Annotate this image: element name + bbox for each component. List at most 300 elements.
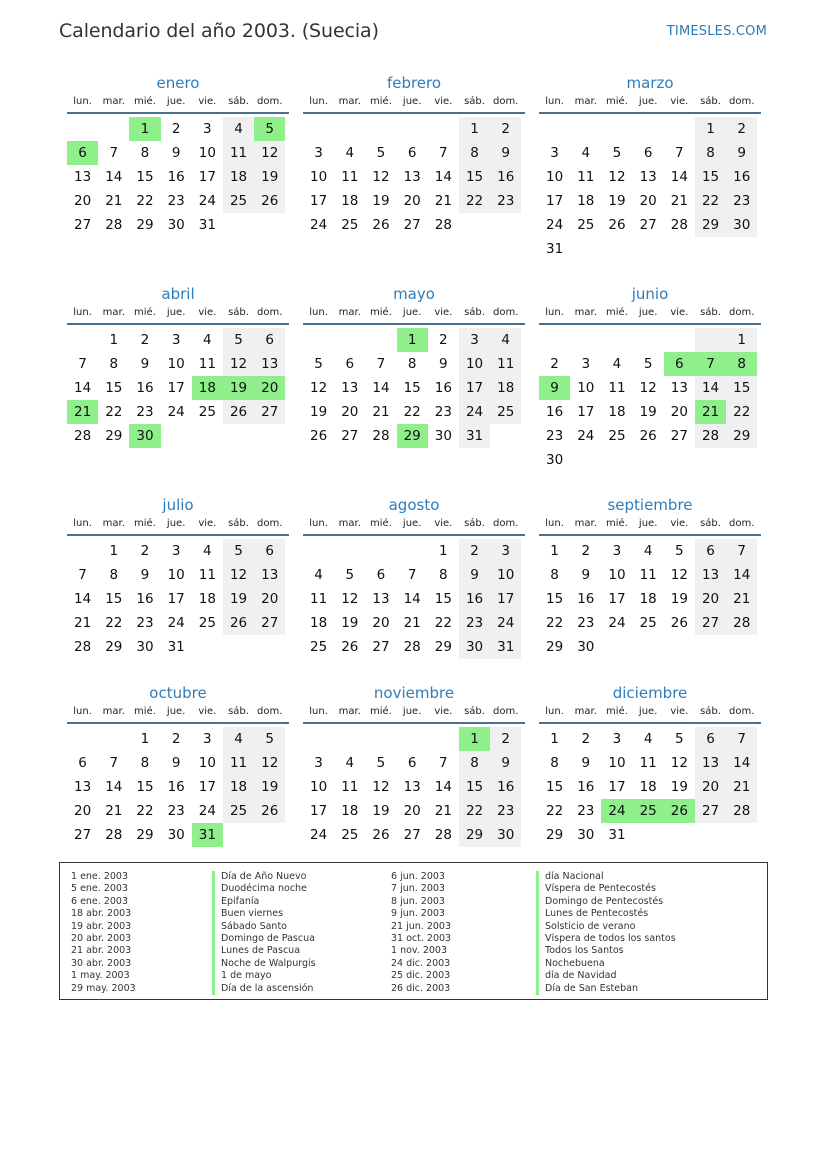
weekday-label: jue. (402, 307, 422, 318)
day-cell: 27 (670, 428, 688, 444)
day-cell: 15 (695, 165, 726, 189)
day-cell: 31 (459, 424, 490, 448)
day-cell: 18 (639, 779, 657, 795)
day-cell: 12 (670, 567, 688, 583)
legend-date: 6 jun. 2003 (391, 871, 445, 882)
empty-day-cell (303, 727, 334, 751)
day-cell: 5 (223, 539, 254, 563)
empty-day-cell (664, 117, 695, 141)
day-cell: 13 (639, 169, 657, 185)
day-cell: 20 (74, 193, 92, 209)
day-cell: 2 (171, 731, 181, 747)
day-cell: 1 (459, 727, 490, 751)
day-cell: 15 (459, 165, 490, 189)
day-cell: 24 (198, 193, 216, 209)
weekday-label: lun. (309, 706, 328, 717)
legend-holiday-name: Día de Año Nuevo (212, 871, 316, 883)
empty-day-cell (397, 727, 428, 751)
day-cell: 18 (577, 193, 595, 209)
day-cell: 6 (78, 755, 87, 771)
day-cell: 25 (198, 404, 216, 420)
day-cell: 30 (167, 827, 185, 843)
day-cell: 15 (434, 591, 452, 607)
weekday-label: jue. (638, 518, 658, 529)
empty-day-cell (695, 328, 726, 352)
weekday-label: lun. (73, 706, 92, 717)
weekday-label: vie. (670, 706, 689, 717)
month-enero (67, 72, 289, 237)
day-cell: 21 (695, 400, 726, 424)
legend-date: 29 may. 2003 (71, 982, 136, 994)
day-cell: 7 (109, 145, 119, 161)
legend-holiday-name: Duodécima noche (212, 883, 316, 895)
day-cell: 30 (546, 452, 564, 468)
day-cell: 13 (670, 380, 688, 396)
day-cell: 19 (223, 587, 254, 611)
weekday-label: vie. (670, 307, 689, 318)
day-cell: 29 (105, 639, 123, 655)
day-cell: 29 (695, 213, 726, 237)
day-cell: 24 (490, 611, 521, 635)
empty-day-cell (365, 328, 396, 352)
legend-holiday-name: Lunes de Pascua (212, 945, 316, 957)
month-title: diciembre (612, 684, 688, 702)
day-cell: 8 (109, 567, 119, 583)
legend-holiday-name: Día de la ascensión (212, 983, 316, 995)
days-grid (67, 328, 289, 448)
day-cell: 3 (612, 543, 622, 559)
day-cell: 22 (105, 615, 123, 631)
day-cell: 21 (372, 404, 390, 420)
day-cell: 17 (167, 591, 185, 607)
weekday-header (67, 94, 289, 114)
weekday-label: vie. (198, 307, 217, 318)
day-cell: 28 (434, 217, 452, 233)
brand-link[interactable]: TIMESLES.COM (666, 24, 767, 39)
day-cell: 23 (577, 803, 595, 819)
day-cell: 19 (310, 404, 328, 420)
days-grid (303, 539, 525, 659)
day-cell: 10 (198, 145, 216, 161)
day-cell: 22 (459, 799, 490, 823)
weekday-label: mié. (606, 96, 628, 107)
day-cell: 3 (612, 731, 622, 747)
weekday-label: mar. (574, 518, 597, 529)
day-cell: 22 (546, 615, 564, 631)
day-cell: 16 (167, 779, 185, 795)
day-cell: 2 (550, 356, 559, 372)
day-cell: 2 (581, 731, 591, 747)
weekday-header (539, 704, 761, 724)
day-cell: 1 (695, 117, 726, 141)
day-cell: 24 (167, 615, 185, 631)
month-title: septiembre (607, 496, 693, 514)
day-cell: 3 (203, 731, 212, 747)
day-cell: 21 (67, 400, 98, 424)
days-grid (67, 727, 289, 847)
weekday-header (67, 516, 289, 536)
day-cell: 29 (136, 217, 154, 233)
legend-date: 26 dic. 2003 (391, 982, 451, 994)
day-cell: 16 (577, 591, 595, 607)
day-cell: 12 (372, 779, 390, 795)
day-cell: 8 (140, 145, 150, 161)
weekday-label: vie. (434, 96, 453, 107)
empty-day-cell (303, 539, 334, 563)
empty-day-cell (334, 117, 365, 141)
weekday-label: mar. (102, 96, 125, 107)
empty-day-cell (570, 328, 601, 352)
weekday-label: vie. (198, 518, 217, 529)
day-cell: 3 (314, 145, 323, 161)
day-cell: 30 (459, 635, 490, 659)
day-cell: 8 (459, 141, 490, 165)
empty-day-cell (428, 727, 459, 751)
legend-holiday-name: Domingo de Pascua (212, 933, 316, 945)
day-cell: 25 (490, 400, 521, 424)
day-cell: 28 (695, 424, 726, 448)
day-cell: 14 (726, 751, 757, 775)
day-cell: 8 (695, 141, 726, 165)
weekday-header (67, 305, 289, 325)
weekday-label: mié. (606, 307, 628, 318)
day-cell: 21 (74, 615, 92, 631)
day-cell: 5 (376, 145, 386, 161)
day-cell: 11 (223, 141, 254, 165)
day-cell: 24 (167, 404, 185, 420)
legend-date: 21 abr. 2003 (71, 945, 132, 957)
weekday-label: mié. (370, 706, 392, 717)
weekday-label: lun. (309, 96, 328, 107)
day-cell: 4 (581, 145, 591, 161)
days-grid (303, 117, 525, 237)
day-cell: 16 (434, 380, 452, 396)
legend-date: 31 oct. 2003 (391, 932, 452, 944)
day-cell: 24 (310, 827, 328, 843)
day-cell: 23 (167, 193, 185, 209)
day-cell: 3 (171, 543, 181, 559)
month-title: abril (161, 285, 195, 303)
day-cell: 17 (490, 587, 521, 611)
day-cell: 13 (403, 779, 421, 795)
day-cell: 24 (198, 803, 216, 819)
day-cell: 21 (403, 615, 421, 631)
day-cell: 15 (403, 380, 421, 396)
day-cell: 27 (372, 639, 390, 655)
legend-date: 25 dic. 2003 (391, 970, 451, 982)
legend-date: 1 ene. 2003 (71, 871, 128, 882)
weekday-label: mié. (606, 518, 628, 529)
day-cell: 21 (434, 803, 452, 819)
day-cell: 22 (105, 404, 123, 420)
weekday-label: sáb. (228, 706, 249, 717)
day-cell: 5 (643, 356, 653, 372)
day-cell: 7 (675, 145, 684, 161)
day-cell: 23 (136, 404, 154, 420)
legend-holiday-name: Sábado Santo (212, 921, 316, 933)
legend-holiday-name: 1 de mayo (212, 970, 316, 982)
weekday-label: dom. (257, 307, 283, 318)
weekday-header (67, 704, 289, 724)
day-cell: 12 (608, 169, 626, 185)
empty-day-cell (67, 727, 98, 751)
day-cell: 24 (310, 217, 328, 233)
day-cell: 11 (639, 755, 657, 771)
day-cell: 8 (459, 751, 490, 775)
empty-day-cell (365, 117, 396, 141)
day-cell: 21 (670, 193, 688, 209)
day-cell: 17 (546, 193, 564, 209)
day-cell: 18 (310, 615, 328, 631)
day-cell: 19 (372, 193, 390, 209)
day-cell: 20 (403, 193, 421, 209)
day-cell: 11 (198, 567, 216, 583)
empty-day-cell (365, 727, 396, 751)
day-cell: 7 (695, 352, 726, 376)
weekday-label: sáb. (228, 518, 249, 529)
day-cell: 30 (490, 823, 521, 847)
day-cell: 10 (167, 356, 185, 372)
day-cell: 20 (372, 615, 390, 631)
day-cell: 16 (136, 591, 154, 607)
day-cell: 20 (695, 775, 726, 799)
day-cell: 5 (345, 567, 355, 583)
day-cell: 21 (105, 193, 123, 209)
day-cell: 14 (105, 169, 123, 185)
day-cell: 15 (546, 591, 564, 607)
day-cell: 15 (136, 779, 154, 795)
weekday-label: vie. (198, 706, 217, 717)
day-cell: 1 (550, 543, 559, 559)
legend-holiday-name: día Nacional (536, 871, 676, 883)
day-cell: 13 (695, 751, 726, 775)
day-cell: 30 (136, 639, 154, 655)
empty-day-cell (67, 117, 98, 141)
day-cell: 30 (129, 424, 160, 448)
legend-right-names (536, 871, 676, 995)
day-cell: 13 (341, 380, 359, 396)
month-abril (67, 283, 289, 448)
month-title: octubre (149, 684, 207, 702)
month-title: enero (156, 74, 200, 92)
weekday-label: dom. (257, 96, 283, 107)
day-cell: 13 (403, 169, 421, 185)
day-cell: 19 (670, 591, 688, 607)
day-cell: 11 (310, 591, 328, 607)
weekday-label: dom. (729, 96, 755, 107)
days-grid (303, 328, 525, 448)
weekday-label: jue. (166, 518, 186, 529)
legend-date: 8 jun. 2003 (391, 895, 445, 907)
day-cell: 29 (546, 827, 564, 843)
day-cell: 13 (254, 352, 285, 376)
day-cell: 11 (198, 356, 216, 372)
day-cell: 10 (310, 779, 328, 795)
empty-day-cell (98, 117, 129, 141)
day-cell: 3 (581, 356, 591, 372)
day-cell: 17 (608, 779, 626, 795)
day-cell: 2 (581, 543, 591, 559)
month-febrero (303, 72, 525, 237)
weekday-label: dom. (493, 706, 519, 717)
day-cell: 15 (459, 775, 490, 799)
empty-day-cell (67, 539, 98, 563)
day-cell: 24 (577, 428, 595, 444)
day-cell: 14 (670, 169, 688, 185)
legend-holiday-name: Buen viernes (212, 908, 316, 920)
day-cell: 6 (345, 356, 355, 372)
weekday-label: lun. (545, 706, 564, 717)
weekday-label: mié. (134, 96, 156, 107)
day-cell: 1 (109, 543, 119, 559)
day-cell: 9 (490, 751, 521, 775)
weekday-label: sáb. (228, 96, 249, 107)
day-cell: 4 (223, 117, 254, 141)
day-cell: 31 (546, 241, 564, 257)
weekday-label: mar. (574, 96, 597, 107)
weekday-header (303, 516, 525, 536)
weekday-label: lun. (309, 518, 328, 529)
day-cell: 31 (198, 217, 216, 233)
day-cell: 12 (372, 169, 390, 185)
weekday-label: vie. (670, 96, 689, 107)
day-cell: 30 (577, 639, 595, 655)
day-cell: 10 (490, 563, 521, 587)
day-cell: 26 (254, 799, 285, 823)
weekday-label: sáb. (464, 96, 485, 107)
day-cell: 5 (254, 727, 285, 751)
day-cell: 25 (341, 217, 359, 233)
day-cell: 3 (490, 539, 521, 563)
empty-day-cell (397, 539, 428, 563)
day-cell: 17 (198, 779, 216, 795)
day-cell: 10 (310, 169, 328, 185)
day-cell: 20 (670, 404, 688, 420)
weekday-label: sáb. (228, 307, 249, 318)
legend-holiday-name: Noche de Walpurgis (212, 958, 316, 970)
day-cell: 20 (254, 587, 285, 611)
day-cell: 7 (109, 755, 119, 771)
legend-date: 20 abr. 2003 (71, 932, 132, 944)
day-cell: 13 (254, 563, 285, 587)
day-cell: 5 (223, 328, 254, 352)
day-cell: 2 (439, 332, 448, 348)
month-junio (539, 283, 761, 472)
day-cell: 12 (223, 352, 254, 376)
day-cell: 9 (726, 141, 757, 165)
day-cell: 22 (726, 400, 757, 424)
day-cell: 9 (439, 356, 448, 372)
weekday-label: sáb. (464, 307, 485, 318)
weekday-label: dom. (493, 307, 519, 318)
legend-date: 7 jun. 2003 (391, 883, 445, 895)
day-cell: 1 (140, 731, 150, 747)
weekday-label: mar. (338, 307, 361, 318)
day-cell: 26 (341, 639, 359, 655)
weekday-label: dom. (729, 307, 755, 318)
day-cell: 23 (434, 404, 452, 420)
day-cell: 4 (345, 145, 355, 161)
day-cell: 12 (639, 380, 657, 396)
day-cell: 7 (78, 567, 87, 583)
weekday-label: mié. (134, 307, 156, 318)
empty-day-cell (570, 117, 601, 141)
day-cell: 16 (577, 779, 595, 795)
weekday-label: jue. (638, 96, 658, 107)
day-cell: 5 (376, 755, 386, 771)
day-cell: 29 (546, 639, 564, 655)
day-cell: 27 (74, 827, 92, 843)
day-cell: 16 (546, 404, 564, 420)
weekday-label: mar. (338, 96, 361, 107)
empty-day-cell (601, 328, 632, 352)
day-cell: 16 (490, 165, 521, 189)
day-cell: 10 (608, 567, 626, 583)
day-cell: 6 (407, 145, 417, 161)
day-cell: 28 (74, 639, 92, 655)
day-cell: 1 (109, 332, 119, 348)
day-cell: 17 (608, 591, 626, 607)
day-cell: 23 (577, 615, 595, 631)
day-cell: 25 (198, 615, 216, 631)
weekday-label: jue. (638, 307, 658, 318)
day-cell: 6 (254, 328, 285, 352)
day-cell: 17 (577, 404, 595, 420)
day-cell: 14 (74, 591, 92, 607)
weekday-label: lun. (73, 307, 92, 318)
day-cell: 18 (341, 193, 359, 209)
legend-holiday-name: Día de San Esteban (536, 983, 676, 995)
day-cell: 27 (403, 217, 421, 233)
day-cell: 29 (459, 823, 490, 847)
day-cell: 12 (310, 380, 328, 396)
day-cell: 13 (74, 779, 92, 795)
month-noviembre (303, 682, 525, 847)
day-cell: 23 (726, 189, 757, 213)
day-cell: 7 (726, 539, 757, 563)
day-cell: 11 (639, 567, 657, 583)
day-cell: 4 (643, 731, 653, 747)
day-cell: 10 (459, 352, 490, 376)
day-cell: 18 (639, 591, 657, 607)
day-cell: 4 (203, 543, 212, 559)
weekday-label: mar. (338, 518, 361, 529)
day-cell: 14 (105, 779, 123, 795)
days-grid (303, 727, 525, 847)
weekday-label: lun. (73, 518, 92, 529)
day-cell: 30 (434, 428, 452, 444)
legend-date: 9 jun. 2003 (391, 908, 445, 920)
day-cell: 14 (74, 380, 92, 396)
day-cell: 11 (490, 352, 521, 376)
weekday-label: mié. (606, 706, 628, 717)
month-agosto (303, 494, 525, 659)
day-cell: 4 (612, 356, 622, 372)
day-cell: 5 (612, 145, 622, 161)
day-cell: 8 (109, 356, 119, 372)
weekday-label: dom. (257, 518, 283, 529)
day-cell: 9 (459, 563, 490, 587)
day-cell: 9 (539, 376, 570, 400)
weekday-label: dom. (493, 518, 519, 529)
legend-holiday-name: Epifanía (212, 896, 316, 908)
day-cell: 1 (726, 328, 757, 352)
day-cell: 23 (167, 803, 185, 819)
day-cell: 18 (198, 591, 216, 607)
day-cell: 7 (376, 356, 386, 372)
month-title: agosto (388, 496, 440, 514)
weekday-label: sáb. (464, 706, 485, 717)
